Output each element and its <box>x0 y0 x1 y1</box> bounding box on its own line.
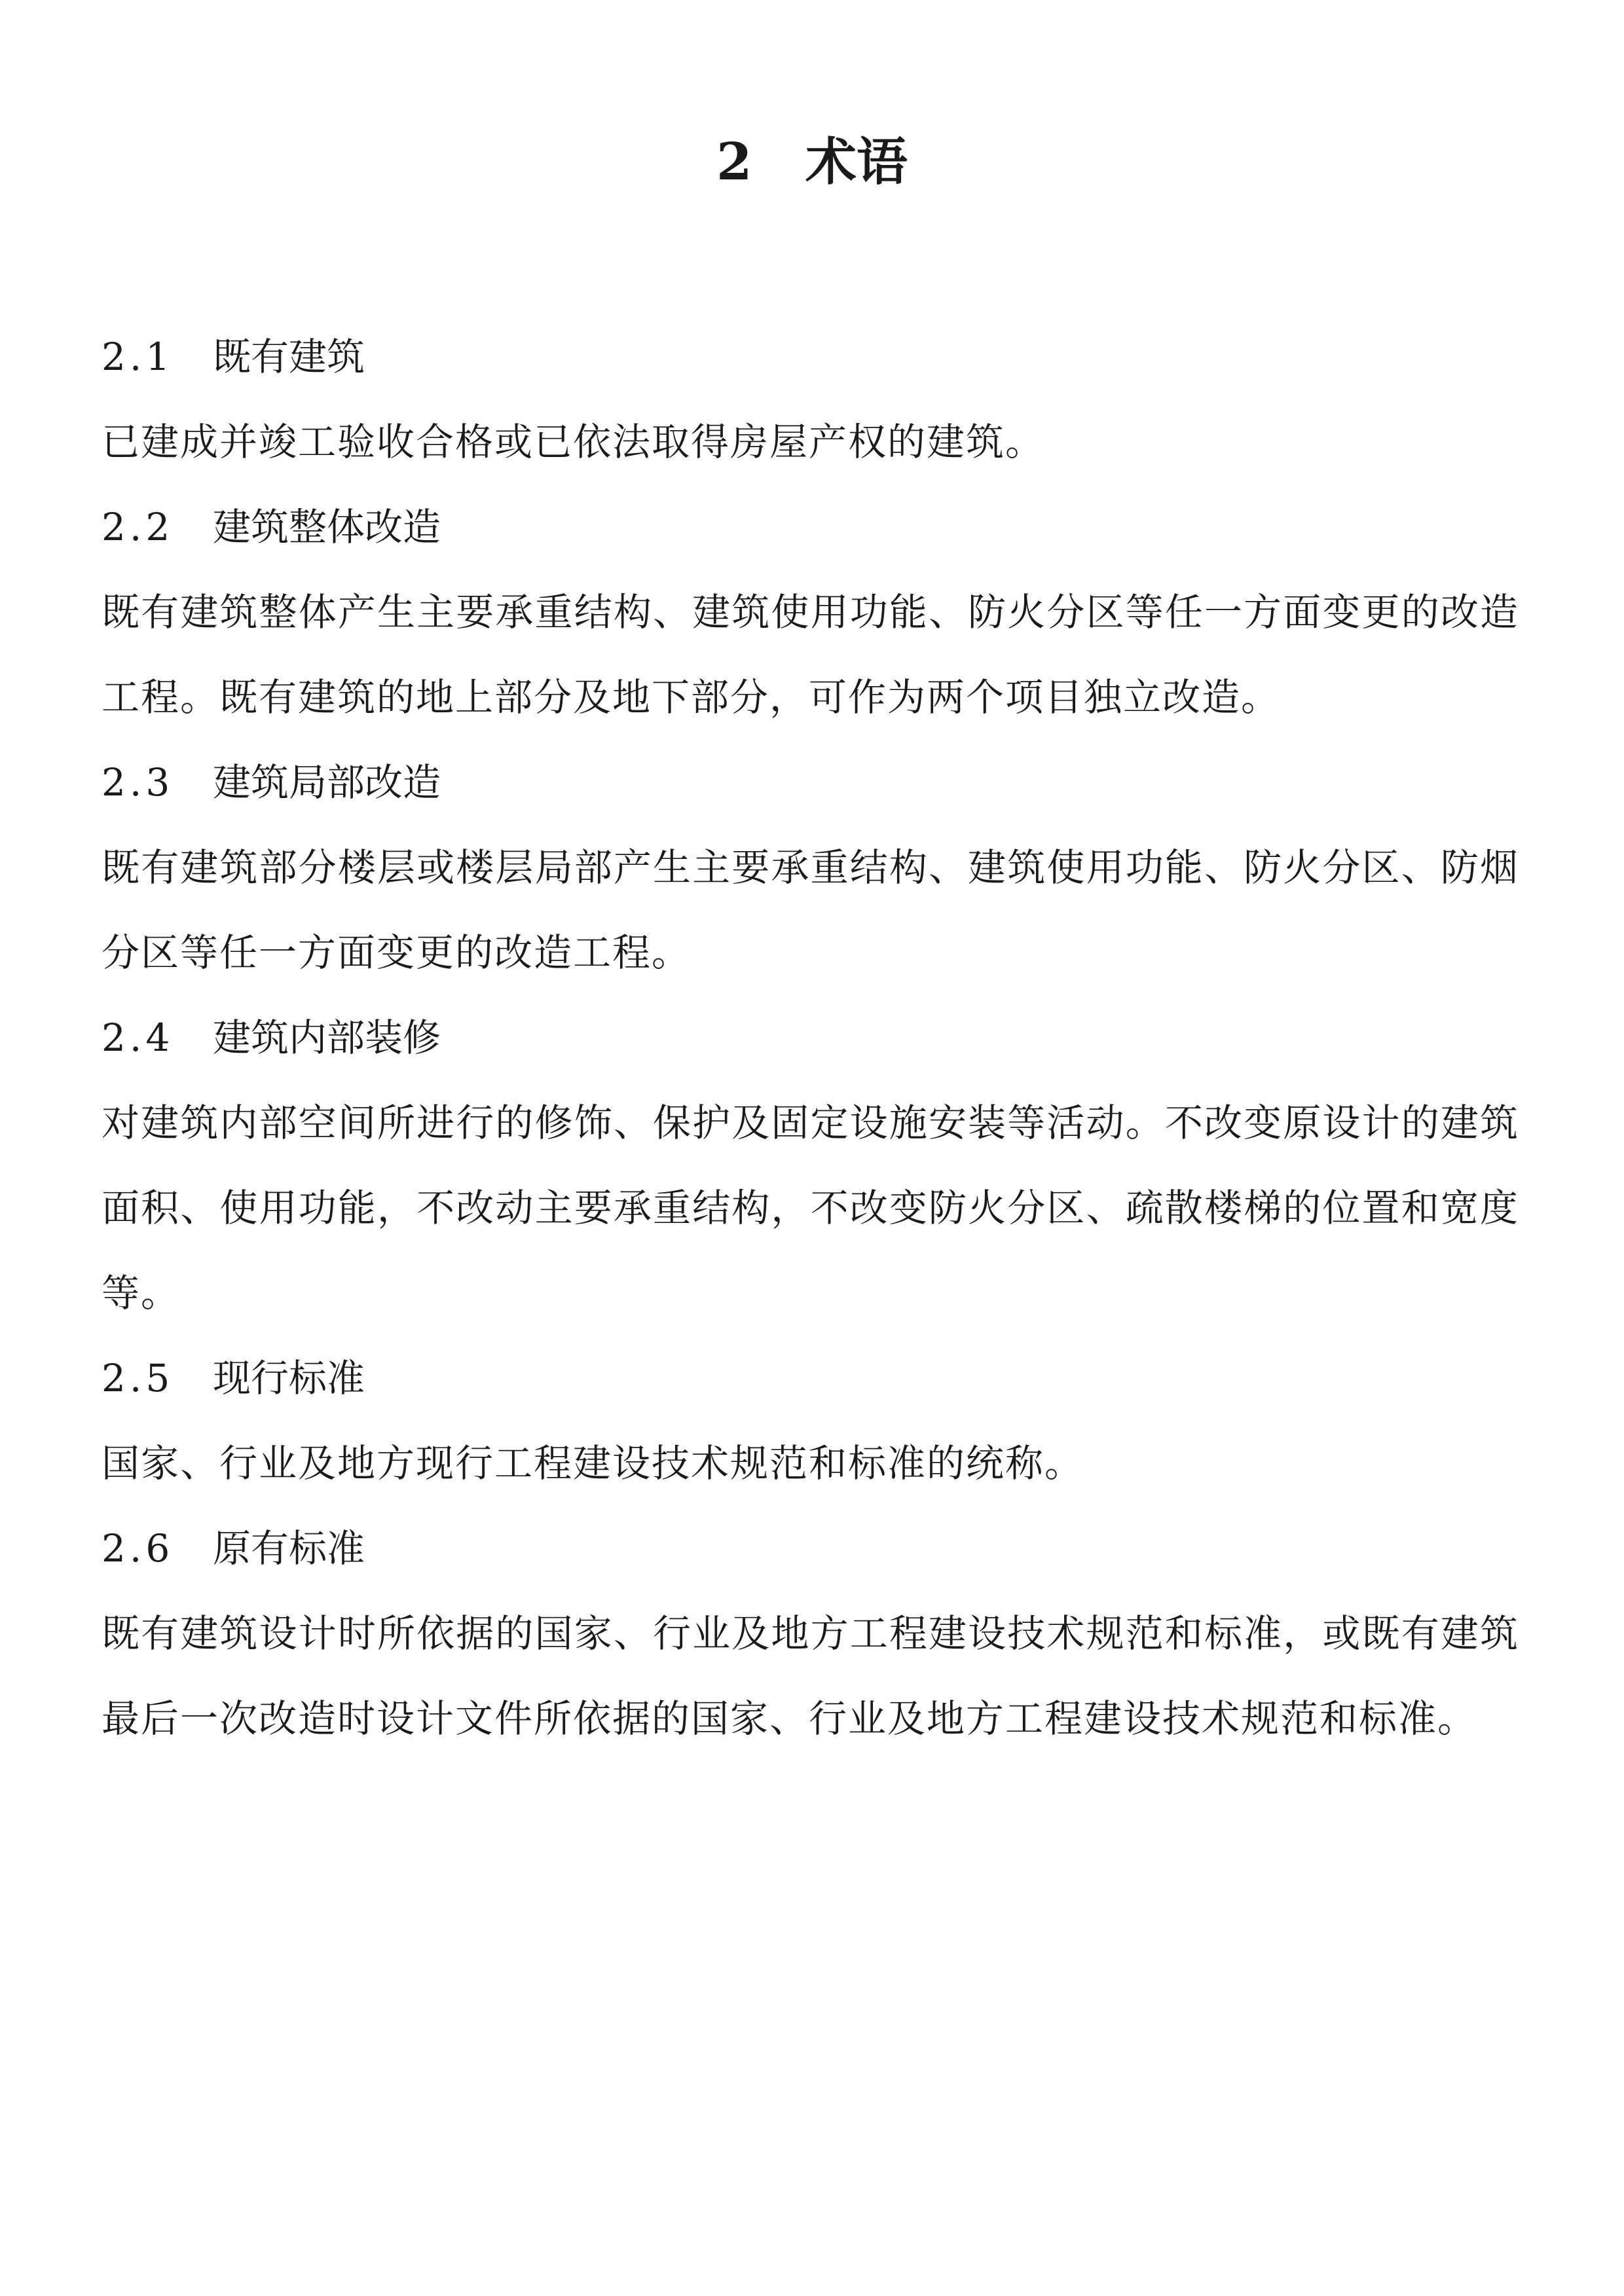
term-item <box>101 314 1519 484</box>
term-heading <box>101 484 1519 570</box>
term-number: 2.2 <box>101 505 174 549</box>
terms-section <box>101 314 1519 1761</box>
term-item <box>101 1336 1519 1506</box>
term-definition: 既有建筑设计时所依据的国家、行业及地方工程建设技术规范和标准，或既有建筑最后一次改造时设计文件所依据的国家、行业及地方工程建设技术规范和标准。 <box>101 1611 1519 1741</box>
term-definition: 既有建筑整体产生主要承重结构、建筑使用功能、防火分区等任一方面变更的改造工程。既有建筑的地上部分及地下部分，可作为两个项目独立改造。 <box>101 590 1519 720</box>
term-definition: 既有建筑部分楼层或楼层局部产生主要承重结构、建筑使用功能、防火分区、防烟分区等任一方面变更的改造工程。 <box>101 845 1519 975</box>
term-definition: 对建筑内部空间所进行的修饰、保护及固定设施安装等活动。不改变原设计的建筑面积、使用功能，不改动主要承重结构，不改变防火分区、疏散楼梯的位置和宽度等。 <box>101 1101 1519 1315</box>
term-definition: 国家、行业及地方现行工程建设技术规范和标准的统称。 <box>101 1441 1084 1485</box>
term-heading <box>101 1336 1519 1421</box>
chapter-name: 术语 <box>805 132 908 192</box>
term-number: 2.4 <box>101 1015 174 1060</box>
term-number: 2.5 <box>101 1356 174 1400</box>
term-definition: 已建成并竣工验收合格或已依法取得房屋产权的建筑。 <box>101 420 1045 464</box>
chapter-number: 2 <box>716 132 752 192</box>
term-name: 建筑整体改造 <box>213 505 441 549</box>
term-number: 2.1 <box>101 335 174 379</box>
term-item <box>101 995 1519 1336</box>
term-heading <box>101 995 1519 1080</box>
term-name: 既有建筑 <box>213 335 365 379</box>
term-heading <box>101 314 1519 399</box>
chapter-title <box>0 123 1624 202</box>
term-name: 原有标准 <box>213 1526 365 1571</box>
term-heading <box>101 1506 1519 1591</box>
term-item <box>101 740 1519 995</box>
term-name: 现行标准 <box>213 1356 365 1400</box>
term-number: 2.6 <box>101 1526 174 1571</box>
term-name: 建筑局部改造 <box>213 760 441 805</box>
term-name: 建筑内部装修 <box>213 1015 441 1060</box>
term-number: 2.3 <box>101 760 174 805</box>
term-item <box>101 484 1519 740</box>
term-heading <box>101 740 1519 825</box>
term-item <box>101 1506 1519 1761</box>
